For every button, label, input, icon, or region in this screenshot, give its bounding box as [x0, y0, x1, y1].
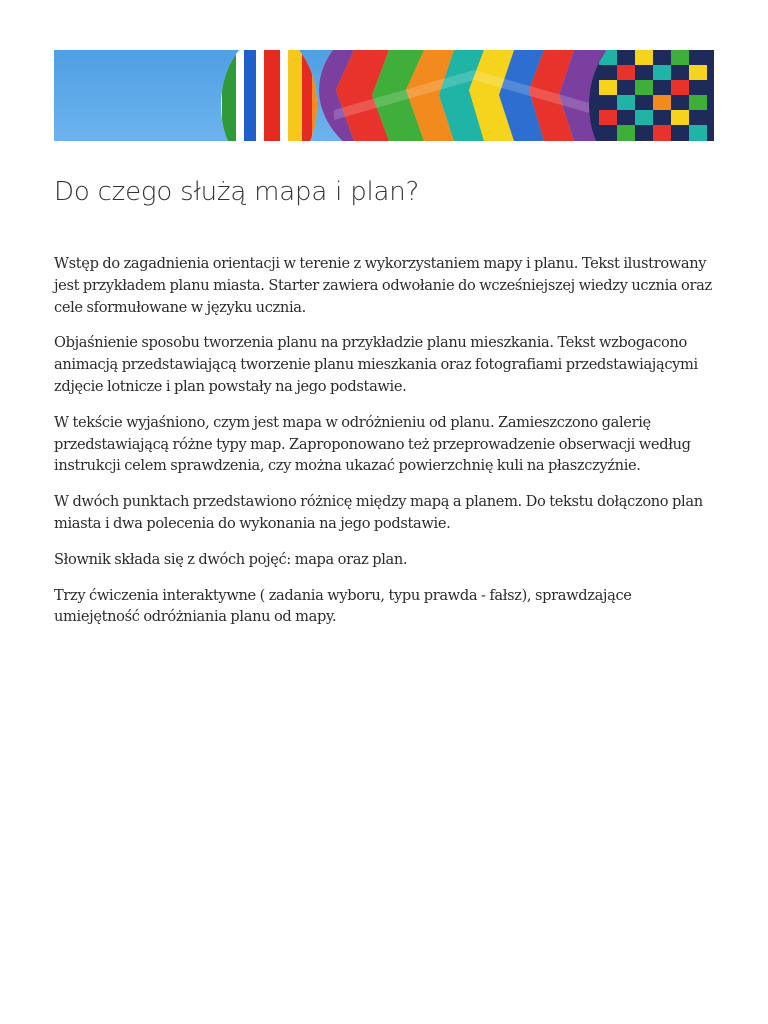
document-page [54, 50, 714, 642]
paragraph-exercises: Trzy ćwiczenia interaktywne ( zadania wyboru, typu prawda - fałsz), sprawdzające umiejętność odróżniania planu od mapy. [54, 586, 632, 626]
paragraph-differences: W dwóch punktach przedstawiono różnicę między mapą a planem. Do tekstu dołączono plan miasta i dwa polecenia do wykonania na jego podstawie. [54, 493, 703, 532]
content-body [54, 253, 714, 628]
paragraph-glossary: Słownik składa się z dwóch pojęć: mapa oraz plan. [54, 550, 408, 568]
paragraph-map-explanation: W tekście wyjaśniono, czym jest mapa w odróżnieniu od planu. Zamieszczono galerię przedstawiającą różne typy map. Zaproponowano też przeprowadzenie obserwacji według instrukcji celem sprawdzenia, czy można ukazać powierzchnię kuli na płaszczyźnie. [54, 413, 691, 475]
page-title: Do czego służą mapa i plan? [54, 177, 420, 207]
paragraph-intro: Wstęp do zagadnienia orientacji w terenie z wykorzystaniem mapy i planu. Tekst ilustrowany jest przykładem planu miasta. Starter zawiera odwołanie do wcześniejszej wiedzy ucznia oraz cele sformułowane w języku ucznia. [54, 255, 712, 316]
hot-air-balloons-banner-image [54, 50, 714, 141]
paragraph-plan-creation: Objaśnienie sposobu tworzenia planu na przykładzie planu mieszkania. Tekst wzbogacono animacją przedstawiającą tworzenie planu mieszkania oraz fotografiami przedstawiającymi zdjęcie lotnicze i plan powstały na jego podstawie. [54, 334, 698, 395]
